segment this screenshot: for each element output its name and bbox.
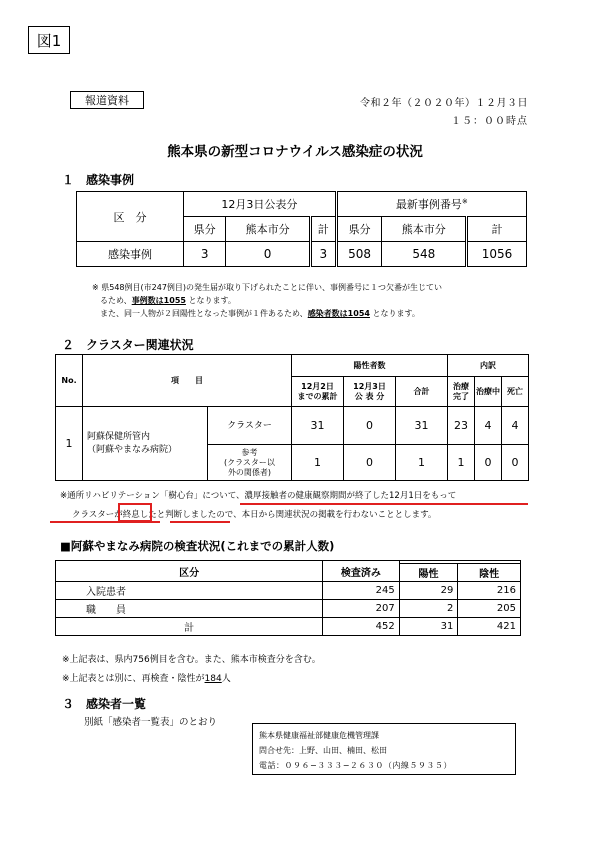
table-cell: 31 [399, 618, 458, 636]
sub-header: 計 [467, 217, 527, 242]
press-release-label: 報道資料 [70, 91, 144, 109]
table-cell: 421 [458, 618, 521, 636]
section1-note: ※ 県548例目(市247例目)の発生届が取り下げられたことに伴い、事例番号に１つ欠番が生じてい るため、事例数は1055 となります。 また、同一人物が２回陽性となった事例が１件あるため、感染者数は1054 となります。 [92, 283, 443, 318]
row-name: 阿蘇保健所管内 （阿蘇やまなみ病院） [83, 407, 208, 481]
contact-people: 問合せ先：上野、山田、楠田、松田 [259, 746, 387, 755]
table-cell: 4 [502, 407, 529, 445]
table-cell: 0 [344, 407, 396, 445]
table-cell: 0 [502, 445, 529, 481]
table-cell: 452 [323, 618, 400, 636]
col-dead: 死亡 [502, 377, 529, 407]
infection-cases-table [76, 191, 527, 267]
sub-label-reference: 参考 (クラスター以 外の関係者) [208, 445, 292, 481]
col-treating: 治療中 [475, 377, 502, 407]
table-cell: 0 [226, 242, 311, 267]
col-positive: 陽性者数 [292, 355, 448, 377]
col-total: 合計 [396, 377, 448, 407]
table-cell: 3 [310, 242, 336, 267]
table-cell: 0 [344, 445, 396, 481]
table-cell: 1 [292, 445, 344, 481]
table-cell: 31 [292, 407, 344, 445]
section2-heading: ２ クラスター関連状況 [62, 338, 194, 352]
col-recovered: 治療 完了 [448, 377, 475, 407]
table-cell: 29 [399, 582, 458, 600]
sub-header: 熊本市分 [382, 217, 467, 242]
table-cell: 508 [336, 242, 382, 267]
row-label: 職 員 [56, 600, 323, 618]
row-no: 1 [56, 407, 83, 481]
page-title: 熊本県の新型コロナウイルス感染症の状況 [167, 144, 423, 160]
table-cell: 207 [323, 600, 400, 618]
contact-org: 熊本県健康福祉部健康危機管理課 [259, 731, 379, 740]
sub-header: 県分 [336, 217, 382, 242]
group-public: 12月3日公表分 [184, 192, 337, 217]
table-cell: 245 [323, 582, 400, 600]
table-cell: 2 [399, 600, 458, 618]
col-item: 項 目 [83, 355, 292, 407]
annotation-box [118, 503, 152, 522]
hospital-heading: ■阿蘇やまなみ病院の検査状況(これまでの累計人数) [60, 539, 335, 553]
col-negative: 陰性 [458, 564, 521, 582]
table-cell: 0 [475, 445, 502, 481]
cluster-table [55, 354, 529, 481]
sub-label-cluster: クラスター [208, 407, 292, 445]
group-latest: 最新事例番号※ [336, 192, 526, 217]
annotation-underline [170, 521, 230, 523]
section1-heading: １ 感染事例 [62, 173, 135, 187]
release-time: １５：００時点 [451, 116, 528, 127]
table-cell: 3 [184, 242, 226, 267]
table-cell: 1056 [467, 242, 527, 267]
col-positive: 陽性 [399, 564, 458, 582]
col-tested: 検査済み [323, 561, 400, 582]
contact-phone: 電話：０９６−３３３−２６３０（内線５９３５） [259, 761, 452, 770]
table-cell: 4 [475, 407, 502, 445]
col-category: 区分 [56, 561, 323, 582]
cluster-note-line2: クラスターが終息したと判断しましたので、本日から関連状況の掲載を行わないこととします。 [72, 510, 437, 520]
section3-heading: ３ 感染者一覧 [62, 697, 147, 711]
contact-box [252, 723, 516, 775]
cluster-note-line1: ※通所リハビリテーション「樹心台」について、濃厚接触者の健康観察期間が終了した12月1日をもって [60, 491, 457, 501]
table-cell: 31 [396, 407, 448, 445]
table-cell: 205 [458, 600, 521, 618]
annotation-underline [240, 503, 528, 505]
section3-text: 別紙「感染者一覧表」のとおり [84, 717, 218, 728]
col-cumulative: 12月2日 までの累計 [292, 377, 344, 407]
col-no: No. [56, 355, 83, 407]
sub-header: 計 [310, 217, 336, 242]
table-cell: 1 [396, 445, 448, 481]
col-category: 区 分 [77, 192, 184, 242]
figure-label: 図1 [28, 26, 70, 54]
sub-header: 熊本市分 [226, 217, 311, 242]
table-cell: 548 [382, 242, 467, 267]
table-cell: 1 [448, 445, 475, 481]
row-label: 入院患者 [56, 582, 323, 600]
hospital-note2: ※上記表とは別に、再検査・陰性が184人 [62, 674, 231, 684]
table-cell: 216 [458, 582, 521, 600]
col-today: 12月3日 公 表 分 [344, 377, 396, 407]
sub-header: 県分 [184, 217, 226, 242]
row-label: 感染事例 [77, 242, 184, 267]
hospital-note1: ※上記表は、県内756例目を含む。また、熊本市検査分を含む。 [62, 655, 321, 665]
hospital-test-table [55, 560, 521, 636]
release-date: 令和２年（２０２０年）１２月３日 [360, 98, 528, 109]
row-label: 計 [56, 618, 323, 636]
col-breakdown: 内訳 [448, 355, 529, 377]
table-cell: 23 [448, 407, 475, 445]
